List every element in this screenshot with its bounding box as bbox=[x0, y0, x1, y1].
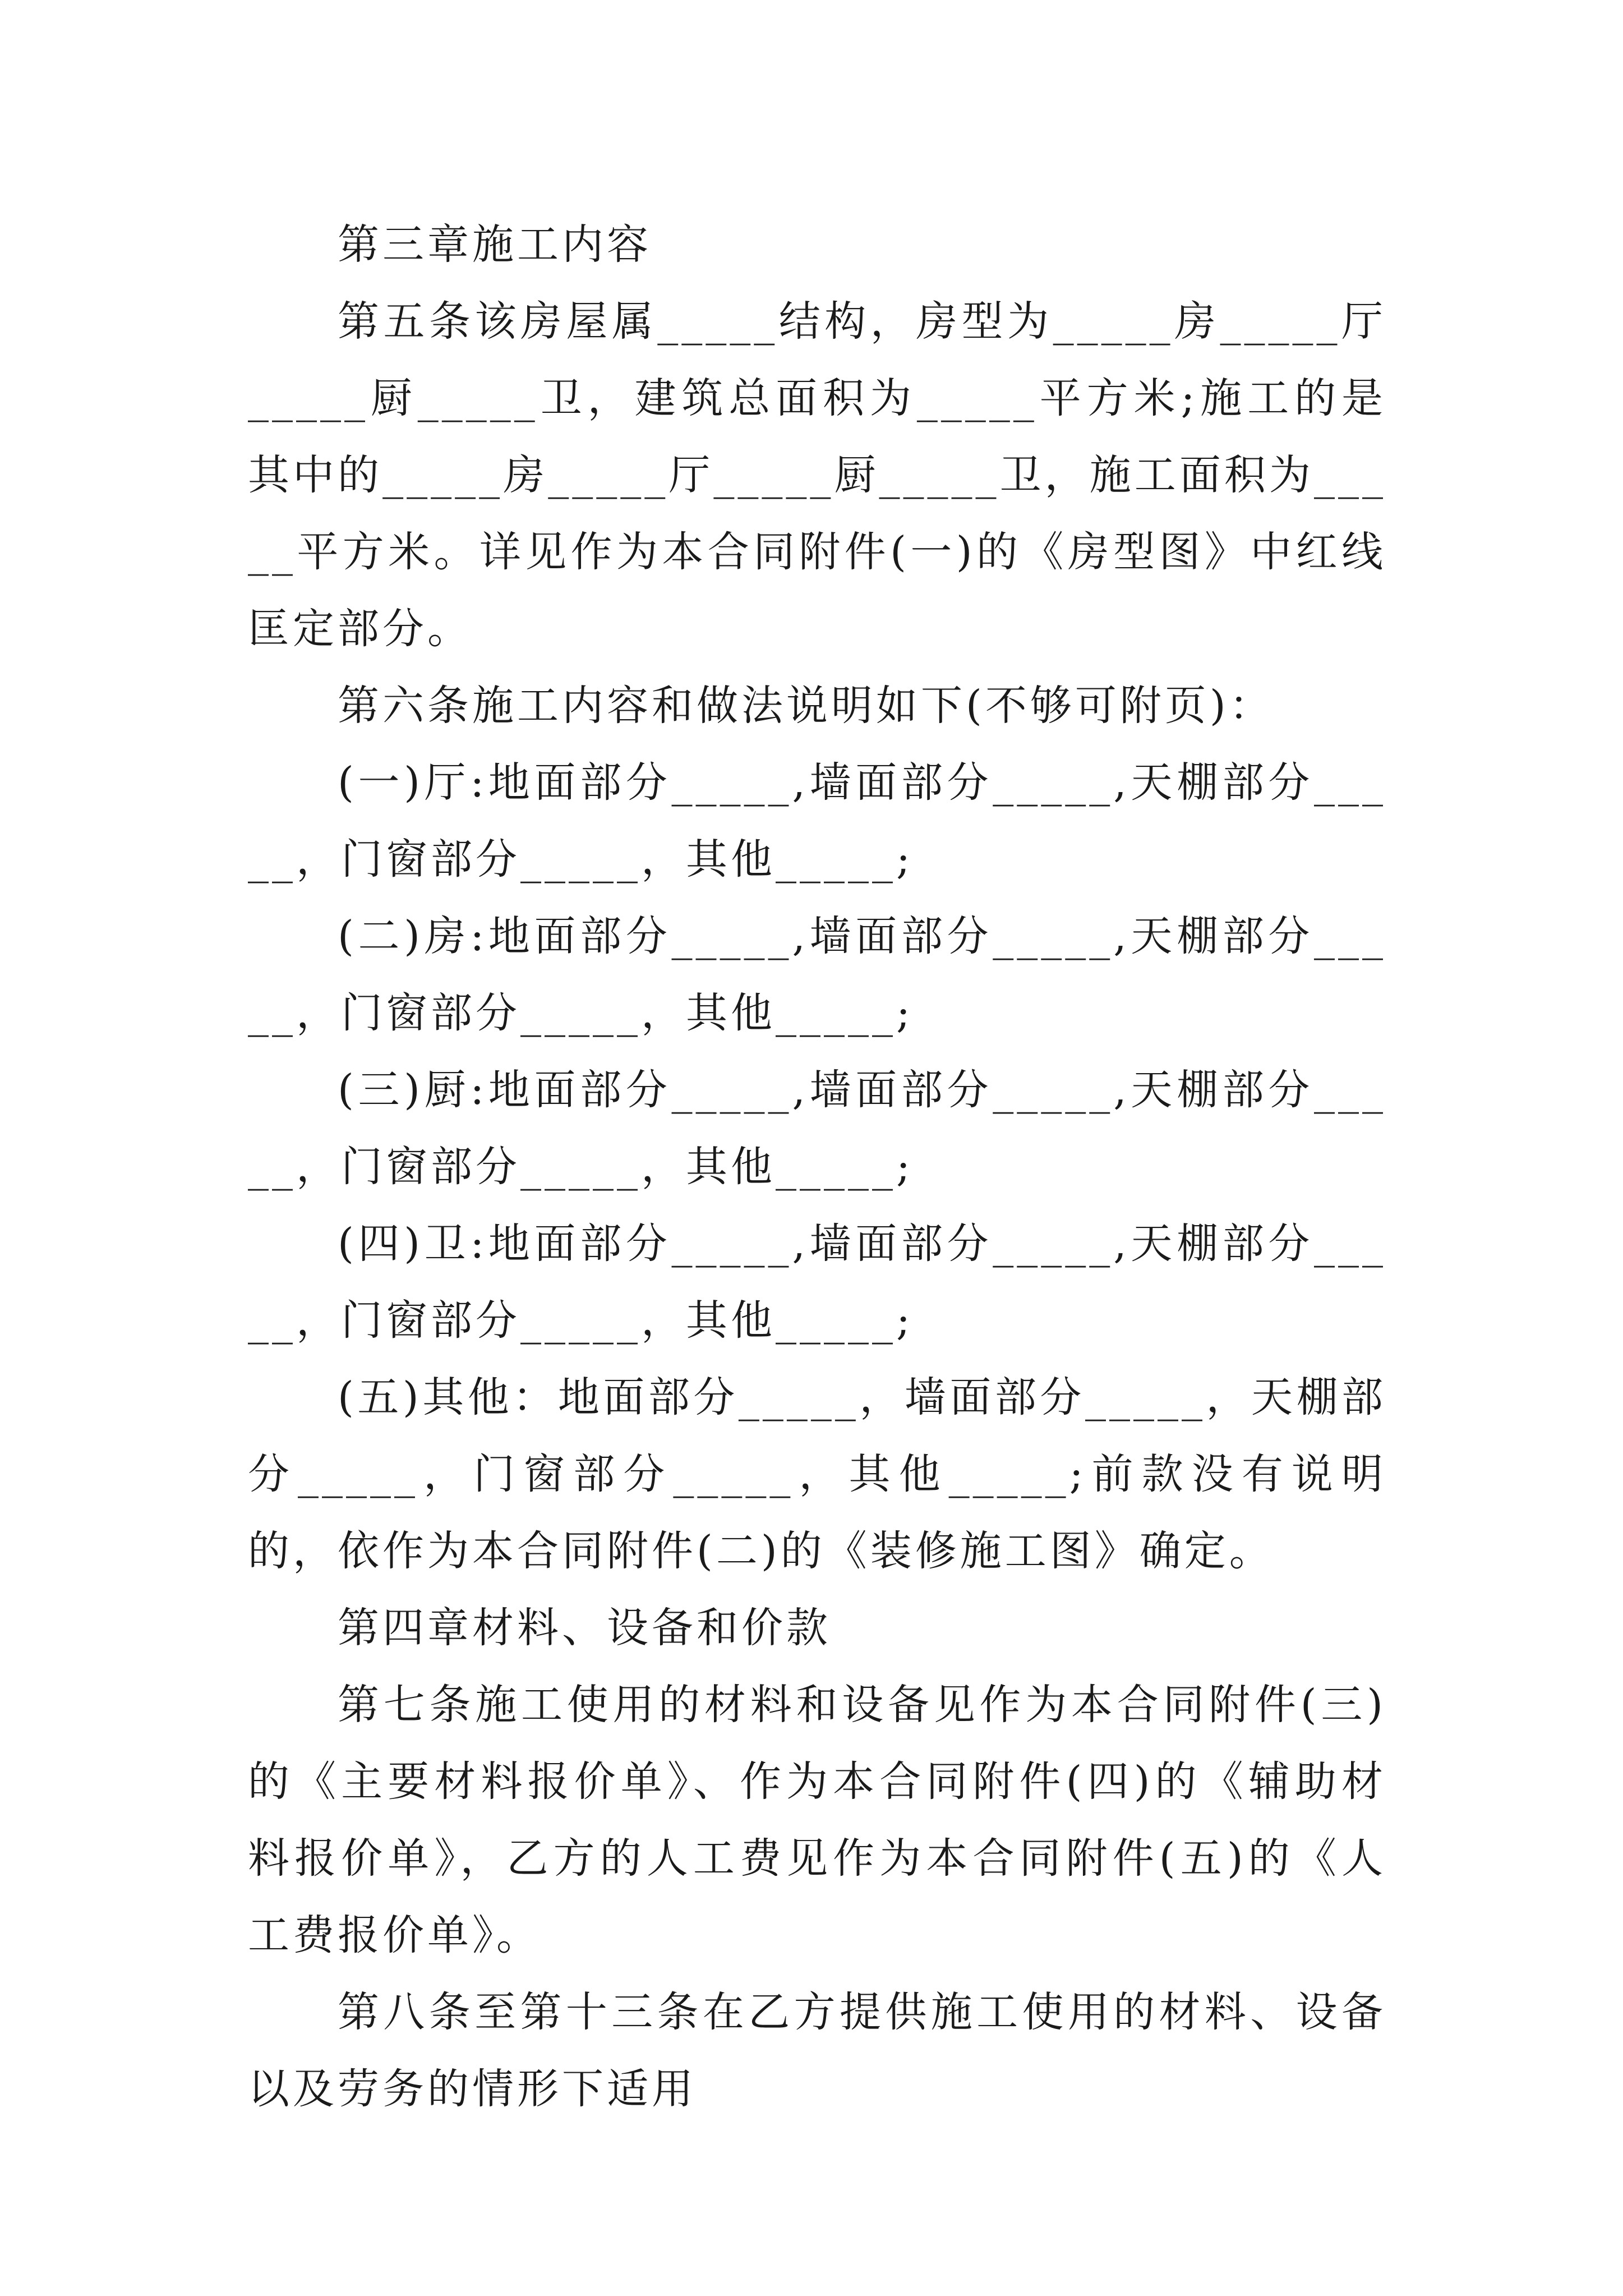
chapter-3-heading: 第三章施工内容 bbox=[338, 220, 652, 269]
chapter-4-heading: 第四章材料、设备和价款 bbox=[338, 1604, 831, 1652]
item-5-other-paragraph: (五)其他：地面部分_____，墙面部分_____，天棚部分_____，门窗部分_____，其他_____;前款没有说明的，依作为本合同附件(二)的《装修施工图》确定。 bbox=[248, 1373, 1386, 1575]
item-3-kitchen-paragraph: (三)厨:地面部分_____,墙面部分_____,天棚部分_____，门窗部分_____，其他_____; bbox=[248, 1066, 1386, 1191]
document-body bbox=[248, 206, 1386, 2128]
article-5-paragraph: 第五条该房屋属_____结构，房型为_____房_____厅_____厨_____卫，建筑总面积为_____平方米;施工的是其中的_____房_____厅_____厨_____卫，施工面积为_____平方米。详见作为本合同附件(一)的《房型图》中红线匡定部分。 bbox=[248, 297, 1386, 653]
item-2-room-paragraph: (二)房:地面部分_____,墙面部分_____,天棚部分_____，门窗部分_____，其他_____; bbox=[248, 912, 1386, 1037]
item-1-hall-paragraph: (一)厅:地面部分_____,墙面部分_____,天棚部分_____，门窗部分_____，其他_____; bbox=[248, 758, 1386, 884]
article-8-13-paragraph: 第八条至第十三条在乙方提供施工使用的材料、设备以及劳务的情形下适用 bbox=[248, 1988, 1386, 2113]
article-7-paragraph: 第七条施工使用的材料和设备见作为本合同附件(三)的《主要材料报价单》、作为本合同附件(四)的《辅助材料报价单》，乙方的人工费见作为本合同附件(五)的《人工费报价单》。 bbox=[248, 1681, 1386, 1959]
article-6-paragraph: 第六条施工内容和做法说明如下(不够可附页)： bbox=[338, 682, 1274, 730]
item-4-bathroom-paragraph: (四)卫:地面部分_____,墙面部分_____,天棚部分_____，门窗部分_____，其他_____; bbox=[248, 1220, 1386, 1345]
